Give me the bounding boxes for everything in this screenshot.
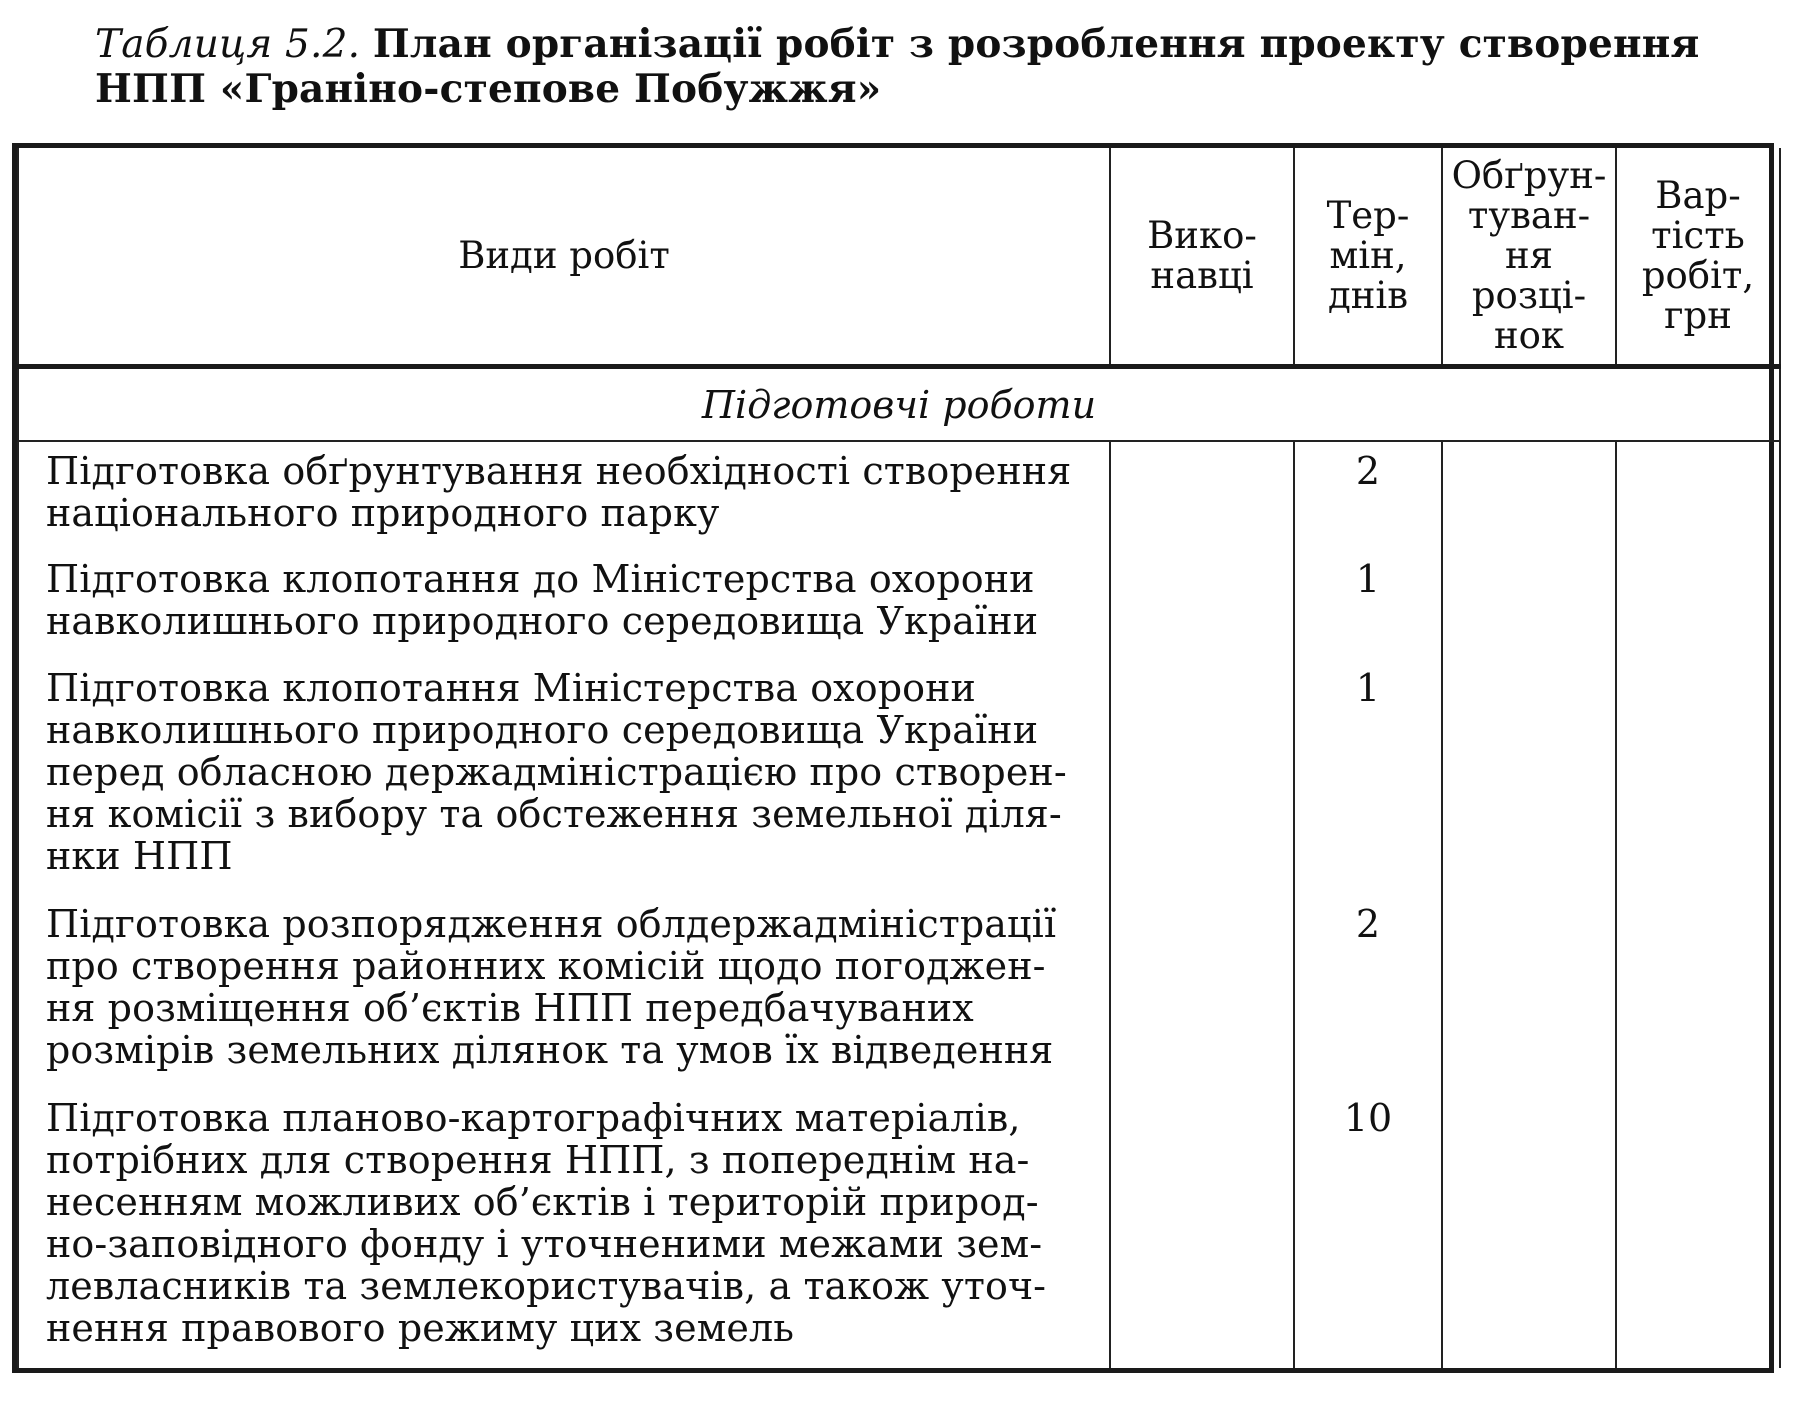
table-row <box>18 895 1780 1089</box>
work-description-line: несенням можливих об’єктів і територій природ- <box>46 1179 1039 1224</box>
work-description-line: нки НПП <box>46 833 233 878</box>
work-plan-table-grid <box>17 148 1781 1368</box>
justification-cell <box>1442 1089 1616 1368</box>
header-justification-line: нок <box>1493 314 1565 357</box>
header-term-line: мін, <box>1329 234 1407 277</box>
header-row <box>18 148 1780 367</box>
work-description-line: Підготовка клопотання Міністерства охорони <box>46 665 976 710</box>
work-description-line: Підготовка розпорядження облдержадміністрації <box>46 902 1057 946</box>
table-row <box>18 659 1780 895</box>
work-description-line: перед обласною держадміністрацією про створен- <box>46 749 1067 794</box>
justification-cell <box>1442 895 1616 1089</box>
header-justification-line: туван- <box>1467 194 1591 237</box>
work-description-line: навколишнього природного середовища України <box>46 599 1039 644</box>
justification-cell <box>1442 441 1616 550</box>
work-description-line: національного природного парку <box>46 491 720 536</box>
cost-cell <box>1616 895 1780 1089</box>
header-works: Види робіт <box>18 148 1110 367</box>
work-description-line: Підготовка обґрунтування необхідності створення <box>46 449 1072 494</box>
work-description-line: Підготовка планово-картографічних матеріалів, <box>46 1095 1021 1140</box>
executors-cell <box>1110 441 1294 550</box>
work-description-cell <box>18 550 1110 658</box>
work-description-line: левласників та землекористувачів, а також уточ- <box>46 1263 1047 1308</box>
work-description-line: розмірів земельних ділянок та умов їх відведення <box>46 1028 1054 1072</box>
table-row <box>18 550 1780 658</box>
work-description-line: навколишнього природного середовища України <box>46 707 1039 752</box>
section-title: Підготовчі роботи <box>18 367 1780 442</box>
section-row <box>18 367 1780 442</box>
header-executors-line: навці <box>1150 254 1254 297</box>
work-rows <box>18 441 1780 1368</box>
executors-cell <box>1110 1089 1294 1368</box>
term-days-cell: 1 <box>1294 550 1442 658</box>
header-cost-line: Вар- <box>1655 174 1741 217</box>
work-plan-table <box>12 143 1774 1373</box>
executors-cell <box>1110 659 1294 895</box>
header-justification-line: розці- <box>1471 274 1587 317</box>
table-row <box>18 441 1780 550</box>
caption-title-part-2: НПП «Граніно-степове Побужжя» <box>95 66 882 112</box>
term-days-cell: 1 <box>1294 659 1442 895</box>
header-cost-line: робіт, <box>1641 254 1755 297</box>
term-days-cell: 2 <box>1294 895 1442 1089</box>
cost-cell <box>1616 1089 1780 1368</box>
header-cost <box>1616 148 1780 367</box>
work-description-cell <box>18 1089 1110 1368</box>
cost-cell <box>1616 441 1780 550</box>
header-cost-line: тість <box>1651 214 1745 257</box>
caption-line-1 <box>95 22 1755 67</box>
header-justification-line: ня <box>1504 234 1553 277</box>
header-term <box>1294 148 1442 367</box>
table-row <box>18 1089 1780 1368</box>
caption-title-part-1: План організації робіт з розроблення проекту створення <box>372 21 1700 67</box>
justification-cell <box>1442 659 1616 895</box>
work-description-line: ня комісії з вибору та обстеження земельної діля- <box>46 791 1062 836</box>
header-executors-line: Вико- <box>1147 214 1257 257</box>
work-description-line: Підготовка клопотання до Міністерства охорони <box>46 557 1035 602</box>
executors-cell <box>1110 550 1294 658</box>
executors-cell <box>1110 895 1294 1089</box>
justification-cell <box>1442 550 1616 658</box>
header-justification <box>1442 148 1616 367</box>
work-description-line: ня розміщення об’єктів НПП передбачуваних <box>46 986 974 1030</box>
work-description-line: потрібних для створення НПП, з попереднім на- <box>46 1137 1030 1182</box>
cost-cell <box>1616 659 1780 895</box>
header-term-line: днів <box>1327 274 1409 317</box>
work-description-cell <box>18 895 1110 1089</box>
header-term-line: Тер- <box>1326 194 1410 237</box>
work-description-cell <box>18 659 1110 895</box>
work-description-line: про створення районних комісій щодо погоджен- <box>46 944 1046 988</box>
work-description-line: но-заповідного фонду і уточненими межами зем- <box>46 1221 1043 1266</box>
cost-cell <box>1616 550 1780 658</box>
term-days-cell: 10 <box>1294 1089 1442 1368</box>
work-description-line: нення правового режиму цих земель <box>46 1305 794 1350</box>
header-executors <box>1110 148 1294 367</box>
term-days-cell: 2 <box>1294 441 1442 550</box>
table-caption <box>95 22 1755 111</box>
caption-label: Таблиця 5.2. <box>95 22 361 67</box>
work-description-cell <box>18 441 1110 550</box>
header-justification-line: Обґрун- <box>1451 154 1607 197</box>
header-cost-line: грн <box>1664 294 1732 337</box>
